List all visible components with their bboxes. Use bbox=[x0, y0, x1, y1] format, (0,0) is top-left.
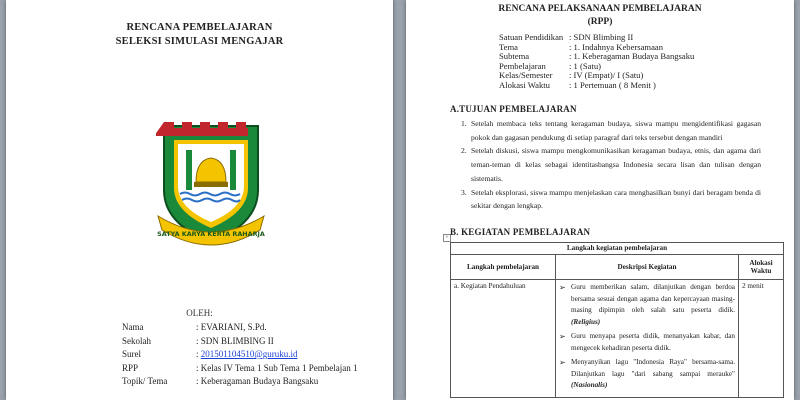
rpp-title: RENCANA PELAKSANAAN PEMBELAJARAN bbox=[498, 4, 702, 14]
info-label: Nama bbox=[122, 322, 144, 332]
table-move-handle[interactable]: + bbox=[443, 234, 451, 242]
activity-text: Menyanyikan lagu "Indonesia Raya" bersama-sama. Dilanjutkan lagu "dari sabang sampai merauke" bbox=[571, 358, 735, 378]
svg-text:SATYA KARYA KERTA RAHARJA: SATYA KARYA KERTA RAHARJA bbox=[157, 230, 265, 238]
activity-emphasis: (Nasionalis) bbox=[571, 381, 608, 389]
activity-list bbox=[559, 282, 735, 392]
meta-label: Pembelajaran bbox=[499, 60, 546, 71]
meta-value: : 1. Indahnya Kebersamaan bbox=[569, 41, 664, 52]
meta-label: Satuan Pendidikan bbox=[499, 32, 564, 42]
activity-text: Guru memberikan salam, dilanjutkan dengan berdoa bersama sesuai dengan agama dan kepercayaan masing-masing dipimpin oleh salah satu peserta didik. bbox=[571, 283, 735, 314]
table-cell-time: 2 menit bbox=[739, 280, 784, 398]
info-row-surel bbox=[122, 349, 357, 363]
list-item bbox=[461, 144, 761, 185]
meta-value: : 1. Keberagaman Budaya Bangsaku bbox=[569, 51, 695, 62]
rpp-subtitle: (RPP) bbox=[587, 17, 613, 27]
meta-value: : 1 Pertemuan ( 8 Menit ) bbox=[569, 79, 656, 90]
column-header: Alokasi Waktu bbox=[739, 255, 784, 280]
meta-value: : IV (Empat)/ I (Satu) bbox=[569, 70, 644, 81]
info-label: Surel bbox=[122, 349, 141, 359]
meta-value: : SDN Blimbing II bbox=[569, 32, 634, 42]
section-tujuan-heading: A.TUJUAN PEMBELAJARAN bbox=[450, 104, 577, 114]
meta-label: Alokasi Waktu bbox=[499, 79, 550, 90]
info-label: Topik/ Tema bbox=[122, 376, 168, 386]
info-label: Sekolah bbox=[122, 335, 151, 346]
list-item-text: Setelah membaca teks tentang keragaman budaya, siswa mampu mengidentifikasi gagasan pokok dan gagasan pendukung di setiap paragraf dari teks tersebut dengan mandiri bbox=[471, 119, 761, 142]
info-label: RPP bbox=[122, 362, 139, 373]
section-kegiatan-heading: B. KEGIATAN PEMBELAJARAN bbox=[450, 227, 591, 237]
info-row-rpp bbox=[122, 363, 357, 377]
email-link[interactable]: 201501104510@guruku.id bbox=[200, 349, 298, 359]
cover-title-line1: RENCANA PEMBELAJARAN bbox=[126, 22, 273, 33]
table-caption: Langkah kegiatan pembelajaran bbox=[451, 243, 784, 255]
rpp-meta-table bbox=[499, 33, 694, 91]
info-row-sekolah bbox=[122, 336, 357, 350]
arrow-bullet-icon: ➢ bbox=[559, 332, 566, 341]
list-item bbox=[559, 282, 735, 328]
list-item-number: 1. bbox=[461, 119, 467, 128]
info-value: : Keberagaman Budaya Bangsaku bbox=[196, 376, 319, 386]
meta-label: Kelas/Semester bbox=[499, 70, 553, 81]
list-item bbox=[559, 331, 735, 354]
table-row bbox=[451, 280, 784, 398]
info-value bbox=[196, 349, 357, 363]
info-value: : Kelas IV Tema 1 Sub Tema 1 Pembelajan 1 bbox=[196, 362, 358, 373]
author-info-table bbox=[122, 322, 357, 390]
info-value: : SDN BLIMBING II bbox=[196, 335, 274, 346]
list-item-text: Setelah diskusi, siswa mampu mengkomunikasikan keragaman budaya, etnis, dan agama dari teman-teman di kelas sebagai identitasbangsa Indonesia secara lisan dan tulisan dengan sistematis. bbox=[471, 146, 761, 183]
meta-label: Subtema bbox=[499, 51, 530, 62]
rpp-page bbox=[406, 0, 794, 400]
column-header: Langkah pembelajaran bbox=[451, 255, 556, 280]
info-sep: : bbox=[196, 349, 201, 359]
info-value: : EVARIANI, S.Pd. bbox=[196, 322, 267, 332]
activity-emphasis: (Religius) bbox=[571, 317, 601, 326]
activity-text: Guru menyapa peserta didik, menanyakan kabar, dan mengecek kehadiran peserta didik. bbox=[571, 332, 735, 352]
meta-row bbox=[499, 81, 694, 91]
list-item bbox=[461, 186, 761, 213]
meta-value: : 1 (Satu) bbox=[569, 60, 601, 71]
table-cell-step: a. Kegiatan Pendahuluan bbox=[451, 280, 556, 398]
list-item bbox=[461, 117, 761, 144]
kegiatan-table bbox=[450, 242, 784, 398]
table-cell-description bbox=[556, 280, 739, 398]
list-item-number: 2. bbox=[461, 146, 467, 156]
meta-label: Tema bbox=[499, 41, 518, 52]
column-header: Deskripsi Kegiatan bbox=[556, 255, 739, 280]
info-row-topik bbox=[122, 376, 357, 390]
cover-page bbox=[6, 0, 393, 400]
cover-title-line2: SELEKSI SIMULASI MENGAJAR bbox=[115, 36, 284, 47]
tangerang-emblem-logo bbox=[156, 120, 266, 248]
list-item-number: 3. bbox=[461, 187, 467, 197]
arrow-bullet-icon: ➢ bbox=[559, 358, 566, 367]
list-item-text: Setelah eksplorasi, siswa mampu menjelaskan cara menghasilkan bunyi dari beragam benda di sekitar dengan lengkap. bbox=[471, 187, 761, 211]
arrow-bullet-icon: ➢ bbox=[559, 283, 566, 292]
list-item bbox=[559, 357, 735, 392]
tujuan-list bbox=[461, 117, 761, 213]
info-row-nama bbox=[122, 322, 357, 336]
oleh-label: OLEH: bbox=[186, 308, 213, 318]
